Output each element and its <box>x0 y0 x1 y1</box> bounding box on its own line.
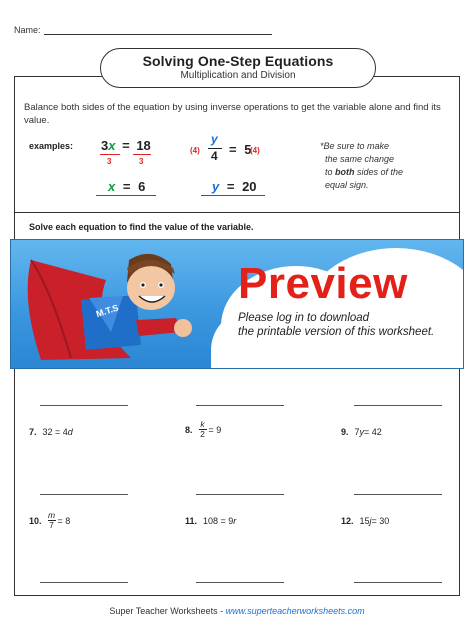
example-2-rhs-group <box>229 142 251 157</box>
answer-line-9[interactable] <box>354 494 442 495</box>
example-1-result-value: 6 <box>138 179 146 194</box>
example-1-divisor-left: 3 <box>107 157 112 166</box>
preview-message <box>238 311 434 339</box>
answer-line-11[interactable] <box>196 582 284 583</box>
example-2-answer-line <box>201 195 265 196</box>
note-line-1: *Be sure to make <box>320 141 390 151</box>
example-1-equals: = <box>122 138 130 153</box>
footer-brand: Super Teacher Worksheets <box>109 606 218 616</box>
name-field-line[interactable] <box>44 26 272 35</box>
answer-line-4[interactable] <box>40 405 128 406</box>
example-1-variable: x <box>108 138 116 153</box>
example-2-numerator <box>211 132 218 146</box>
problem-10 <box>29 511 70 530</box>
example-1-equation <box>101 138 151 153</box>
example-1-rhs: 18 <box>136 138 151 153</box>
answer-line-12[interactable] <box>354 582 442 583</box>
example-1-answer-line <box>96 195 156 196</box>
problem-12-coefficient: 15 <box>359 516 370 526</box>
example-2-result-equals: = <box>226 179 235 194</box>
example-1-result <box>108 179 145 194</box>
example-1-right-fraction-bar <box>133 154 151 155</box>
problem-7 <box>29 427 73 437</box>
problem-8 <box>185 420 221 439</box>
example-2-result-value: 20 <box>242 179 257 194</box>
problem-12 <box>341 516 389 526</box>
problem-9-rhs: = 42 <box>364 427 382 437</box>
problem-9-coefficient: 7 <box>354 427 360 437</box>
problem-8-number: 8. <box>185 424 193 435</box>
problem-11 <box>185 516 236 526</box>
example-2-multiplier-left: (4) <box>190 146 200 155</box>
note-line-2: the same change <box>325 154 395 164</box>
example-2-result-variable: y <box>212 179 220 194</box>
section-divider <box>14 212 460 213</box>
problem-11-number: 11. <box>185 516 198 526</box>
problem-8-fraction <box>199 420 207 439</box>
problem-12-variable: j <box>369 516 372 526</box>
example-1-result-variable: x <box>108 179 116 194</box>
problem-8-denominator: 2 <box>200 429 205 439</box>
preview-line-1: Please log in to download <box>238 312 370 324</box>
problem-10-rhs: = 8 <box>57 515 71 526</box>
problem-10-number: 10. <box>29 515 42 526</box>
example-2-multiplier-right: (4) <box>250 146 260 155</box>
preview-line-2: the printable version of this worksheet. <box>238 326 435 338</box>
answer-line-8[interactable] <box>196 494 284 495</box>
problem-8-rhs: = 9 <box>208 424 222 435</box>
note-line-3-post: sides of the <box>354 167 404 177</box>
worksheet-title: Solving One-Step Equations <box>142 53 334 69</box>
example-2-rhs: 5 <box>244 142 252 157</box>
footer <box>0 606 474 616</box>
problem-9-variable: y <box>359 427 365 437</box>
note-line-4: equal sign. <box>325 180 369 190</box>
instructions: Balance both sides of the equation by using inverse operations to get the variable alone and find its value. <box>24 102 441 126</box>
answer-line-7[interactable] <box>40 494 128 495</box>
answer-line-5[interactable] <box>196 405 284 406</box>
example-1-coefficient: 3 <box>101 138 109 153</box>
superhero-mascot-icon <box>11 240 231 369</box>
example-2-denominator: 4 <box>211 149 218 163</box>
examples-label: examples: <box>29 141 74 151</box>
problem-7-lhs: 32 = 4 <box>42 427 68 437</box>
answer-line-10[interactable] <box>40 582 128 583</box>
note-line-3-pre: to <box>325 167 336 177</box>
example-1-divisor-right: 3 <box>139 157 144 166</box>
note-line-3-bold: both <box>335 167 355 177</box>
problem-10-denominator: 7 <box>49 520 54 530</box>
example-2-numerator-variable: y <box>211 132 218 146</box>
note-line-3 <box>320 166 403 179</box>
example-note <box>320 140 403 192</box>
problem-11-variable: r <box>233 516 237 526</box>
problem-9-number: 9. <box>341 427 349 437</box>
example-2-result <box>212 179 257 194</box>
worksheet-subtitle: Multiplication and Division <box>180 70 296 81</box>
problem-10-numerator: m <box>47 510 56 520</box>
example-1-left-fraction-bar <box>100 154 120 155</box>
example-2-equals: = <box>229 142 237 157</box>
problem-10-fraction <box>48 511 56 530</box>
problem-11-lhs: 108 = 9 <box>203 516 234 526</box>
footer-separator: - <box>217 606 226 616</box>
name-row <box>14 25 272 35</box>
answer-line-6[interactable] <box>354 405 442 406</box>
problem-7-number: 7. <box>29 427 37 437</box>
problem-8-numerator: k <box>200 419 205 429</box>
problem-7-variable: d <box>67 427 73 437</box>
title-box <box>100 48 376 88</box>
footer-url-link[interactable]: www.superteacherworksheets.com <box>225 606 365 616</box>
name-label: Name: <box>14 25 41 35</box>
problem-12-rhs: = 30 <box>371 516 390 526</box>
problem-9 <box>341 427 382 437</box>
preview-title: Preview <box>238 259 408 308</box>
problem-12-number: 12. <box>341 516 354 526</box>
example-1-result-equals: = <box>122 179 131 194</box>
svg-text:M.T.S: M.T.S <box>94 302 120 320</box>
solve-instruction: Solve each equation to find the value of the variable. <box>29 222 254 232</box>
